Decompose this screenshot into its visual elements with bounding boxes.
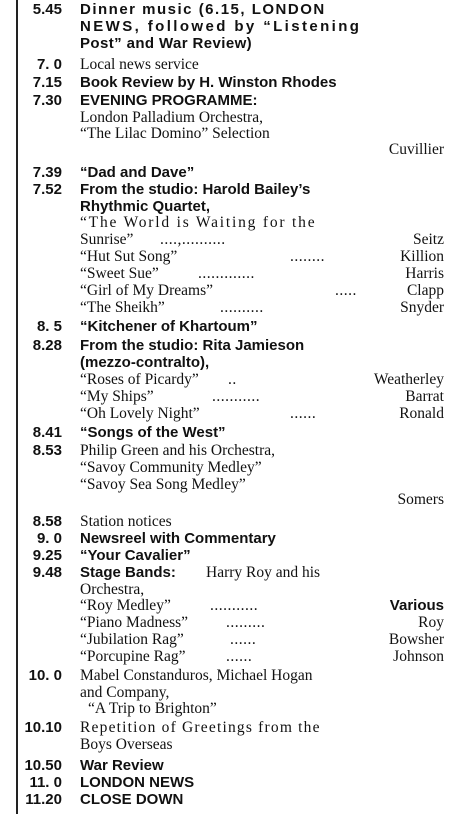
item-title: “Porcupine Rag” (80, 648, 186, 665)
listing-853-composer (0, 491, 472, 508)
composer: Seitz (413, 231, 444, 248)
programme-text: CLOSE DOWN (80, 791, 184, 808)
programme-text: Philip Green and his Orchestra, (80, 442, 275, 459)
programme-text: “The Lilac Domino” Selection (80, 125, 270, 142)
composer: Snyder (400, 299, 444, 316)
composer: Johnson (393, 648, 444, 665)
music-item (0, 614, 472, 631)
time: 10. 0 (28, 667, 62, 684)
programme-text: Harry Roy and his (206, 564, 321, 581)
listing-805 (0, 318, 472, 335)
listing-853-cont (0, 459, 472, 476)
time: 7. 0 (36, 56, 62, 73)
music-item (0, 388, 472, 405)
listing-739 (0, 164, 472, 181)
programme-text: “Kitchener of Khartoum” (80, 318, 258, 335)
item-title: “Roy Medley” (80, 597, 171, 614)
programme-text: Repetition of Greetings from the (80, 719, 321, 736)
programme-text: “Savoy Community Medley” (80, 459, 262, 476)
programme-text: Book Review by H. Winston Rhodes (80, 74, 337, 91)
programme-text: “Savoy Sea Song Medley” (80, 476, 246, 493)
programme-text: London Palladium Orchestra, (80, 109, 263, 126)
listing-545-cont (0, 18, 472, 35)
listing-752 (0, 181, 472, 198)
listing-828 (0, 337, 472, 354)
listing-948-cont (0, 581, 472, 598)
programme-text: “Songs of the West” (80, 424, 226, 441)
time: 9.48 (32, 564, 62, 581)
composer: Roy (418, 614, 444, 631)
time: 10.50 (24, 757, 62, 774)
programme-text: “A Trip to Brighton” (88, 700, 217, 717)
leader-dots: ...... (290, 405, 317, 422)
time: 8.53 (32, 442, 62, 459)
listing-730-composer (0, 141, 472, 158)
item-title: “Girl of My Dreams” (80, 282, 213, 299)
leader-dots: ........... (210, 597, 259, 614)
item-title: “Hut Sut Song” (80, 248, 178, 265)
programme-text: NEWS, followed by “Listening (80, 18, 362, 35)
time: 11.20 (25, 791, 62, 808)
listing-1100 (0, 774, 472, 791)
leader-dots: ..... (335, 282, 357, 299)
item-title: “Jubilation Rag” (80, 631, 184, 648)
leader-dots: ......... (226, 614, 266, 631)
listing-1000-cont2 (0, 700, 472, 717)
item-title: “My Ships” (80, 388, 154, 405)
time: 8.28 (32, 337, 62, 354)
item-title: “Sweet Sue” (80, 265, 159, 282)
listing-730 (0, 92, 472, 109)
programme-text: “Your Cavalier” (80, 547, 191, 564)
listing-1010-cont (0, 736, 472, 753)
listing-730-cont (0, 109, 472, 126)
listing-841 (0, 424, 472, 441)
listing-1000 (0, 667, 472, 684)
listing-858 (0, 513, 472, 530)
time: 5.45 (32, 1, 62, 18)
music-item (0, 405, 472, 422)
item-title: “Piano Madness” (80, 614, 189, 631)
programme-text: Station notices (80, 513, 172, 530)
programme-text: From the studio: Harold Bailey’s (80, 181, 311, 198)
item-title: “Roses of Picardy” (80, 371, 199, 388)
leader-dots: .......... (220, 299, 264, 316)
time: 9.25 (32, 547, 62, 564)
music-item (0, 265, 472, 282)
composer: Harris (405, 265, 444, 282)
time: 8. 5 (36, 318, 62, 335)
leader-dots: ...... (226, 648, 253, 665)
music-item (0, 231, 472, 248)
programme-text: and Company, (80, 684, 170, 701)
listing-1000-cont (0, 684, 472, 701)
music-item (0, 248, 472, 265)
composer: Various (389, 597, 444, 614)
listing-1010 (0, 719, 472, 736)
programme-text: Rhythmic Quartet, (80, 198, 211, 215)
listing-752-cont (0, 198, 472, 215)
listing-700 (0, 56, 472, 73)
music-item (0, 597, 472, 614)
programme-text: War Review (80, 757, 164, 774)
listing-1120 (0, 791, 472, 808)
time: 10.10 (24, 719, 62, 736)
music-item (0, 299, 472, 316)
leader-dots: ........... (212, 388, 261, 405)
leader-dots: ............. (198, 265, 255, 282)
music-item (0, 648, 472, 665)
time: 7.30 (32, 92, 62, 109)
time: 8.58 (32, 513, 62, 530)
listing-730-cont2 (0, 125, 472, 142)
listing-828-cont (0, 354, 472, 371)
item-title: “Oh Lovely Night” (80, 405, 200, 422)
programme-text: EVENING PROGRAMME: (80, 92, 258, 109)
composer: Killion (400, 248, 444, 265)
programme-text-bold: Stage Bands: (80, 564, 176, 581)
listing-545 (0, 1, 472, 18)
listing-853 (0, 442, 472, 459)
time: 11. 0 (29, 774, 62, 791)
composer: Barrat (405, 388, 444, 405)
composer: Somers (397, 491, 444, 508)
leader-dots: ...... (230, 631, 257, 648)
music-item (0, 371, 472, 388)
time: 7.52 (32, 181, 62, 198)
leader-dots: ........ (290, 248, 325, 265)
item-title: “The World is Waiting for the (80, 214, 317, 231)
programme-text: Dinner music (6.15, LONDON (80, 1, 326, 18)
time: 7.15 (32, 74, 62, 91)
composer: Cuvillier (388, 141, 444, 158)
composer: Ronald (399, 405, 444, 422)
programme-text: Newsreel with Commentary (80, 530, 276, 547)
music-item (0, 631, 472, 648)
listing-715 (0, 74, 472, 91)
composer: Weatherley (373, 371, 444, 388)
listing-948 (0, 564, 472, 581)
time: 8.41 (32, 424, 62, 441)
programme-text: Orchestra, (80, 581, 145, 598)
listing-900 (0, 530, 472, 547)
item-title: “The Sheikh” (80, 299, 165, 316)
programme-text: (mezzo-contralto), (80, 354, 210, 371)
programme-text: Mabel Constanduros, Michael Hogan (80, 667, 313, 684)
time: 7.39 (32, 164, 62, 181)
composer: Clapp (406, 282, 444, 299)
leader-dots: ....,.......... (160, 231, 226, 248)
programme-text: Post” and War Review) (80, 35, 253, 52)
music-item (0, 214, 472, 231)
leader-dots: .. (228, 371, 237, 388)
item-title: Sunrise” (80, 231, 134, 248)
listing-545-cont2 (0, 35, 472, 52)
programme-text: Boys Overseas (80, 736, 173, 753)
programme-text: Local news service (80, 56, 199, 73)
programme-text: LONDON NEWS (80, 774, 195, 791)
programme-text: “Dad and Dave” (80, 164, 195, 181)
listing-1050 (0, 757, 472, 774)
composer: Bowsher (388, 631, 444, 648)
time: 9. 0 (36, 530, 62, 547)
listing-925 (0, 547, 472, 564)
music-item (0, 282, 472, 299)
programme-text: From the studio: Rita Jamieson (80, 337, 305, 354)
